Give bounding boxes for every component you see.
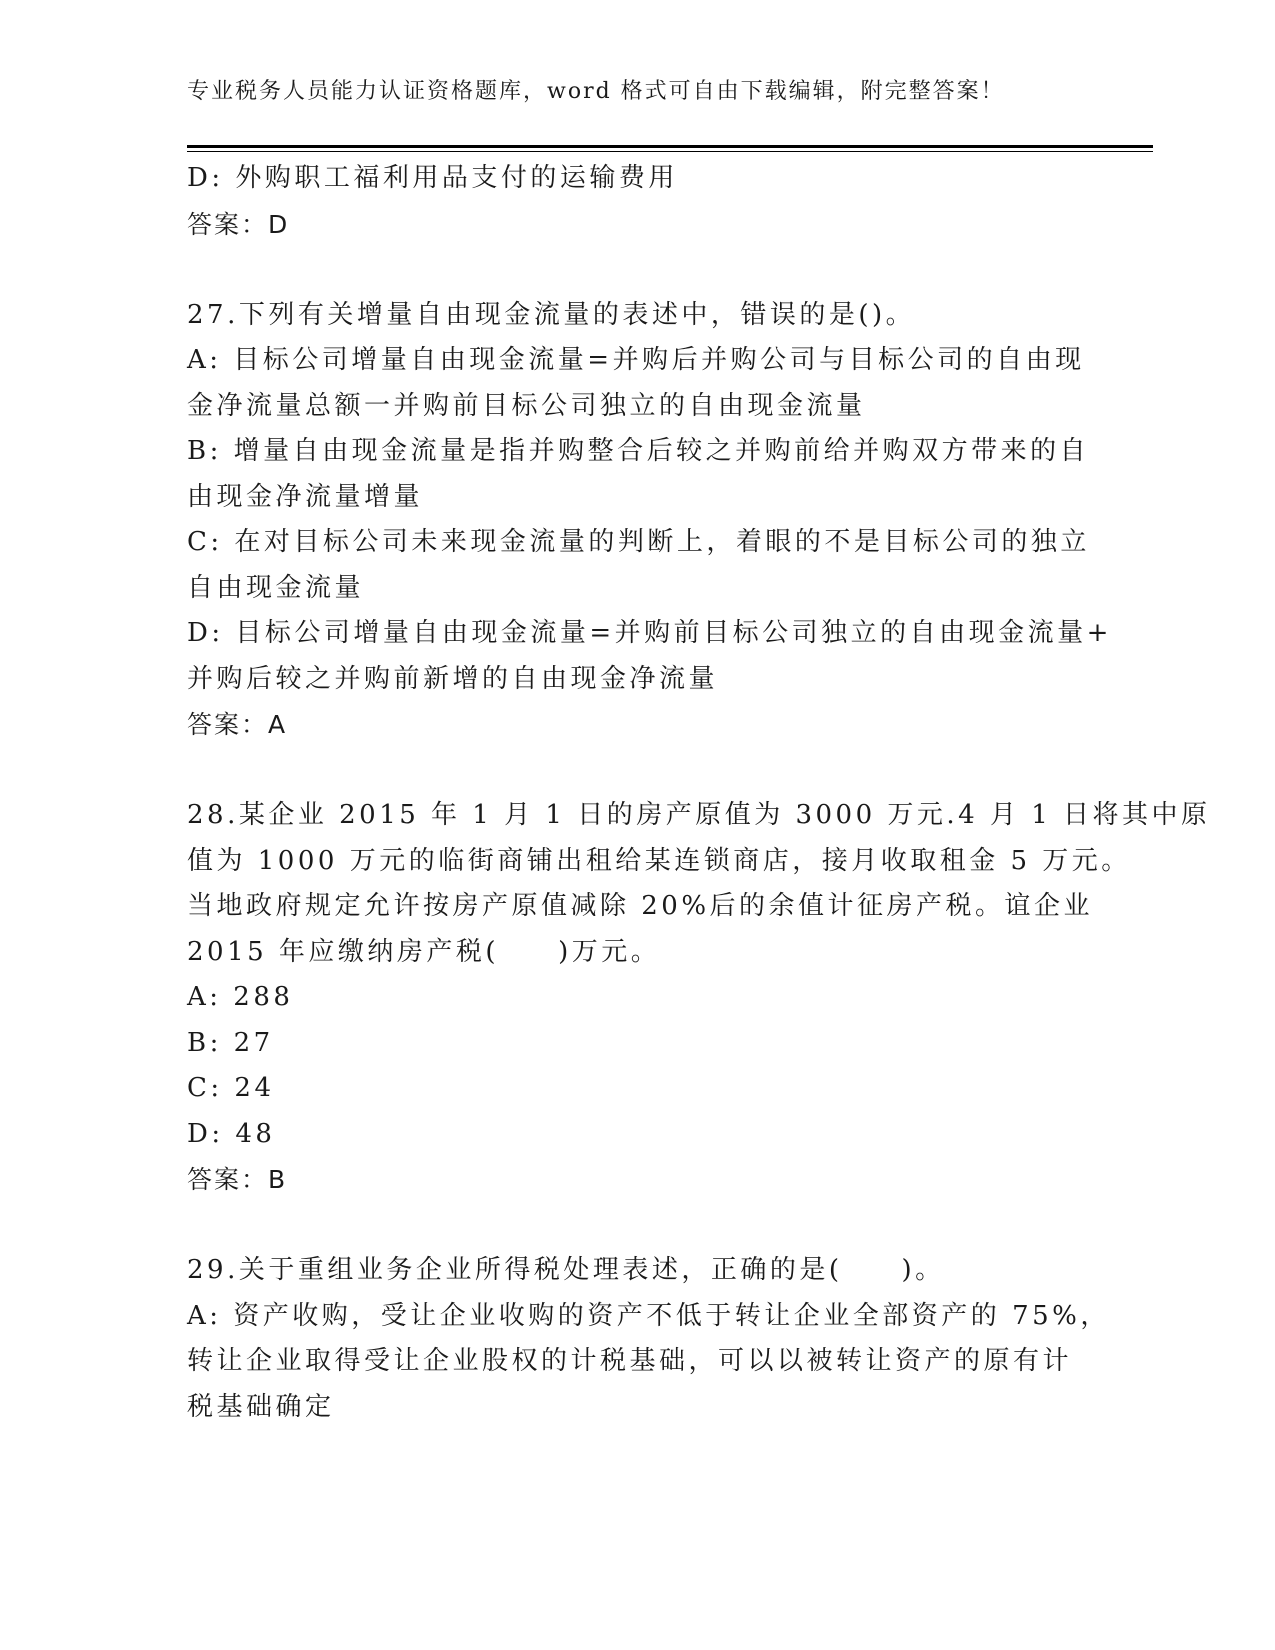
text-line: A: 目标公司增量自由现金流量=并购后并购公司与目标公司的自由现 <box>187 345 1085 375</box>
question-block <box>187 293 1112 748</box>
text-line: D: 目标公司增量自由现金流量=并购前目标公司独立的自由现金流量+ <box>187 618 1112 648</box>
header-rule-thin <box>187 151 1153 152</box>
text-line: 金净流量总额一并购前目标公司独立的自由现金流量 <box>187 390 866 421</box>
question-gap <box>187 748 1087 794</box>
text-line: A: 288 <box>187 982 294 1012</box>
question-line: 27.下列有关增量自由现金流量的表述中，错误的是()。 <box>187 299 916 330</box>
question-block <box>187 156 1087 247</box>
page-header: 专业税务人员能力认证资格题库，word 格式可自由下载编辑，附完整答案！ <box>187 79 1005 104</box>
text-line: 由现金净流量增量 <box>187 481 424 512</box>
question-line: 28.某企业 2015 年 1 月 1 日的房产原值为 3000 万元.4 月 1 日将其中原 <box>187 800 1211 830</box>
text-line: D: 48 <box>187 1118 276 1149</box>
text-line: 转让企业取得受让企业股权的计税基础，可以以被转让资产的原有计 <box>187 1346 1073 1376</box>
text-line: B: 增量自由现金流量是指并购整合后较之并购前给并购双方带来的自 <box>187 436 1090 466</box>
text-line: A: 资产收购，受让企业收购的资产不低于转让企业全部资产的 75%， <box>187 1300 1110 1331</box>
text-line: 2015 年应缴纳房产税( )万元。 <box>187 936 661 967</box>
text-line: C: 在对目标公司未来现金流量的判断上，着眼的不是目标公司的独立 <box>187 527 1090 557</box>
document-body <box>187 156 1211 1430</box>
text-line: 税基础确定 <box>187 1391 335 1422</box>
text-line: C: 24 <box>187 1073 275 1103</box>
question-line: 29.关于重组业务企业所得税处理表述，正确的是( )。 <box>187 1255 945 1285</box>
answer-line: 答案：A <box>187 710 288 739</box>
answer-line: 答案：D <box>187 209 290 239</box>
text-line: 并购后较之并购前新增的自由现金净流量 <box>187 663 719 694</box>
text-line: 值为 1000 万元的临街商铺出租给某连锁商店，接月收取租金 5 万元。 <box>187 845 1131 876</box>
question-gap <box>187 1203 1087 1249</box>
answer-line: 答案：B <box>187 1165 288 1194</box>
question-line: D: 外购职工福利用品支付的运输费用 <box>187 163 678 193</box>
header-rule-thick <box>187 145 1153 148</box>
text-line: 当地政府规定允许按房产原值减除 20%后的余值计征房产税。谊企业 <box>187 891 1094 921</box>
question-block <box>187 1248 1110 1430</box>
text-line: 自由现金流量 <box>187 572 365 603</box>
question-gap <box>187 247 1087 293</box>
text-line: B: 27 <box>187 1027 274 1058</box>
question-block <box>187 793 1211 1203</box>
